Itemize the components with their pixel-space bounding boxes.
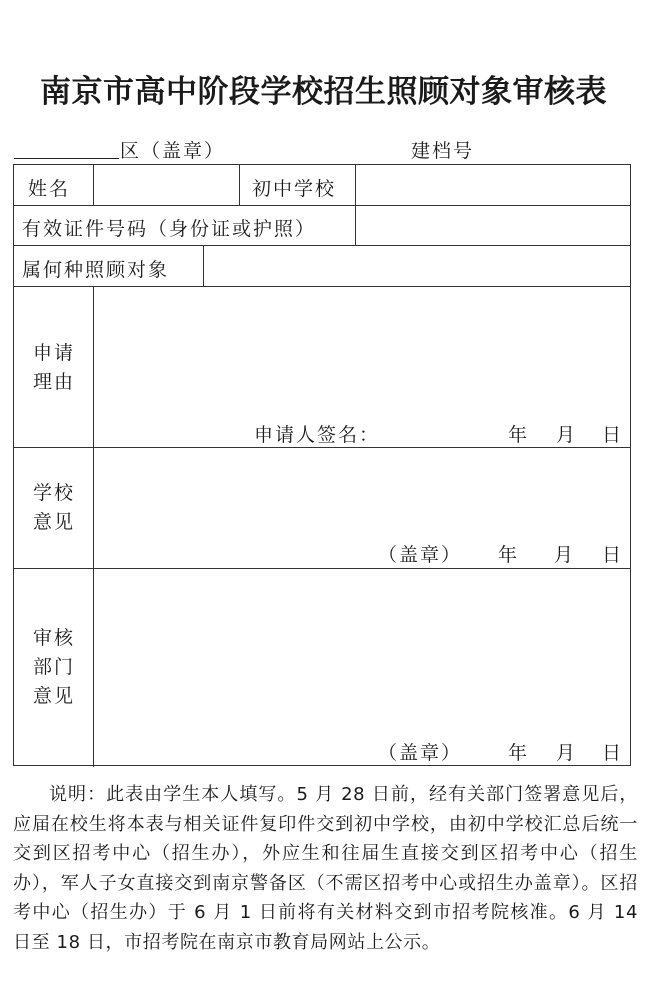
review-day: 日	[602, 742, 624, 764]
review-year: 年	[508, 742, 530, 764]
review-seal-label: （盖章）	[378, 742, 463, 764]
review-form	[13, 164, 631, 766]
name-field[interactable]	[94, 166, 238, 204]
id-number-label: 有效证件号码（身份证或护照）	[22, 218, 317, 240]
review-opinion-label-line: 审核	[32, 627, 75, 649]
reason-year: 年	[508, 424, 530, 446]
page-title: 南京市高中阶段学校招生照顾对象审核表	[40, 74, 607, 110]
district-blank[interactable]	[14, 158, 119, 159]
file-number-label: 建档号	[411, 140, 475, 162]
care-category-label: 属何种照顾对象	[22, 259, 170, 281]
school-seal-label: （盖章）	[378, 544, 463, 566]
name-label: 姓名	[28, 178, 71, 200]
district-seal-label: 区（盖章）	[120, 140, 226, 162]
col-divider	[239, 165, 240, 205]
school-year: 年	[498, 544, 520, 566]
review-opinion-label-line: 意见	[32, 685, 75, 707]
reason-label-line: 理由	[32, 371, 75, 393]
junior-school-label: 初中学校	[252, 178, 337, 200]
school-day: 日	[602, 544, 624, 566]
school-opinion-label-line: 学校	[32, 482, 75, 504]
review-opinion-label-line: 部门	[32, 656, 75, 678]
school-opinion-field[interactable]	[94, 448, 630, 534]
id-number-field[interactable]	[356, 206, 630, 244]
review-opinion-field[interactable]	[94, 569, 630, 729]
school-opinion-label-line: 意见	[32, 511, 75, 533]
reason-day: 日	[602, 424, 624, 446]
reason-label-line: 申请	[32, 342, 75, 364]
school-opinion-label	[14, 479, 94, 537]
reason-month: 月	[556, 424, 578, 446]
applicant-signature-label: 申请人签名：	[254, 424, 381, 446]
review-month: 月	[556, 742, 578, 764]
school-month: 月	[554, 544, 576, 566]
care-category-field[interactable]	[204, 246, 630, 285]
review-opinion-label	[14, 624, 94, 711]
reason-field[interactable]	[94, 287, 630, 407]
junior-school-field[interactable]	[356, 166, 630, 204]
reason-label	[14, 339, 94, 397]
instructions-note: 说明：此表由学生本人填写。5 月 28 日前，经有关部门签署意见后，应届在校生将本表与相关证件复印件交到初中学校，由初中学校汇总后统一交到区招考中心（招生办），外应生和往届生直接交到区招考中心（招生办），军人子女直接交到南京警备区（不需区招考中心或招生办盖章）。区招考中心（招生办）于 6 月 1 日前将有关材料交到市招考院核准。6 月 14 日至 18 日，市招考院在南京市教育局网站上公示。	[13, 784, 638, 953]
